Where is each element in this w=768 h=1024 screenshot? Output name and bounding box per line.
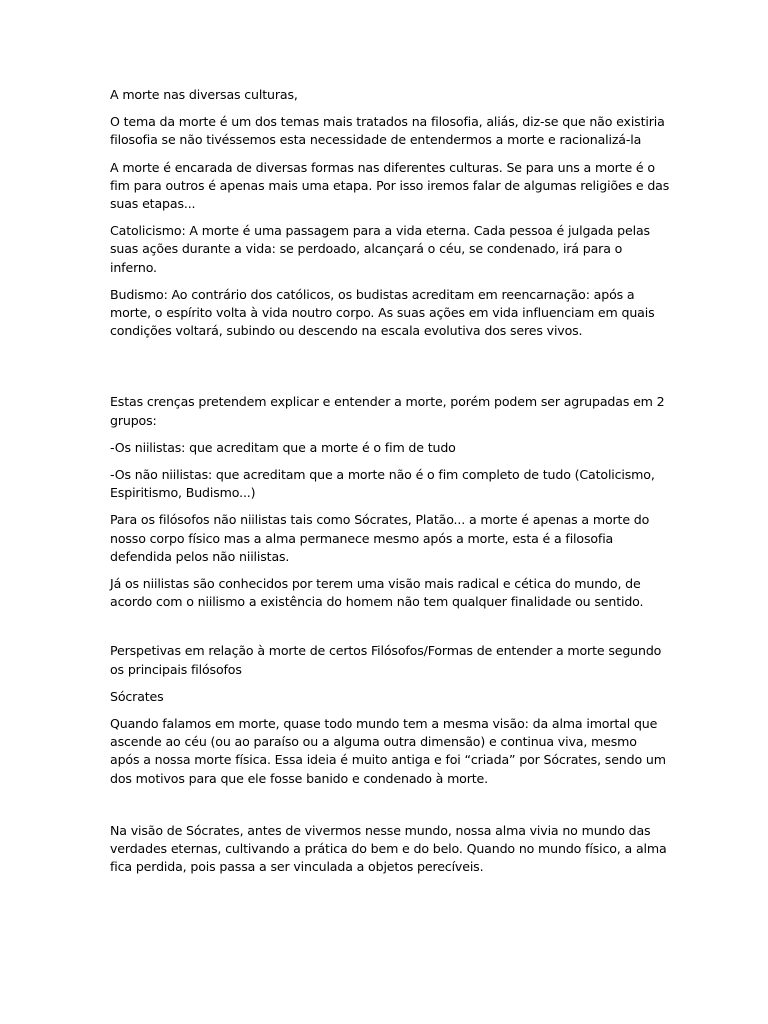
paragraph-intro: O tema da morte é um dos temas mais tratados na filosofia, aliás, diz-se que não existiria filosofia se não tivéssemos esta necessidade de entendermos a morte e racionalizá-la <box>110 114 665 148</box>
document-page <box>110 86 670 886</box>
blank-space <box>110 797 670 822</box>
paragraph-philosophers: Para os filósofos não niilistas tais como Sócrates, Platão... a morte é apenas a morte do nosso corpo físico mas a alma permanece mesmo após a morte, esta é a filosofia defendida pelos não niilistas. <box>110 512 650 564</box>
paragraph-perspectives: Perspetivas em relação à morte de certos Filósofos/Formas de entender a morte segundo os principais filósofos <box>110 643 662 677</box>
paragraph-socrates-soul: Na visão de Sócrates, antes de vivermos nesse mundo, nossa alma vivia no mundo das verdades eternas, cultivando a prática do bem e do belo. Quando no mundo físico, a alma fica perdida, pois passa a ser vinculada a objetos perecíveis. <box>110 822 667 875</box>
paragraph-beliefs: Estas crenças pretendem explicar e entender a morte, porém podem ser agrupadas em 2 grupos: <box>110 394 665 428</box>
paragraph-socrates-death: Quando falamos em morte, quase todo mundo tem a mesma visão: da alma imortal que ascende ao céu (ou ao paraíso ou a alguma outra dimensão) e continua viva, mesmo após a nossa morte física. Essa ideia é muito antiga e foi “criada” por Sócrates, sendo um dos motivos para que ele fosse banido e condenado à morte. <box>110 716 666 786</box>
blank-space <box>110 349 670 393</box>
paragraph-non-nihilists: -Os não niilistas: que acreditam que a morte não é o fim completo de tudo (Catolicismo, Espiritismo, Budismo...) <box>110 467 655 501</box>
section-title-socrates: Sócrates <box>110 688 164 704</box>
blank-space <box>110 620 670 642</box>
paragraph-catholicism: Catolicismo: A morte é uma passagem para a vida eterna. Cada pessoa é julgada pelas suas ações durante a vida: se perdoado, alcançará o céu, se condenado, irá para o inferno. <box>110 223 650 275</box>
document-heading: A morte nas diversas culturas, <box>110 87 298 102</box>
paragraph-cultures: A morte é encarada de diversas formas nas diferentes culturas. Se para uns a morte é o fim para outros é apenas mais uma etapa. Por isso iremos falar de algumas religiões e das suas etapas... <box>110 159 670 212</box>
paragraph-nihilists: -Os niilistas: que acreditam que a morte é o fim de tudo <box>110 439 456 455</box>
paragraph-buddhism: Budismo: Ao contrário dos católicos, os budistas acreditam em reencarnação: após a morte, o espírito volta à vida noutro corpo. As suas ações em vida influenciam em quais condições voltará, subindo ou descendo na escala evolutiva dos seres vivos. <box>110 286 655 339</box>
paragraph-nihilism: Já os niilistas são conhecidos por terem uma visão mais radical e cética do mundo, de acordo com o niilismo a existência do homem não tem qualquer finalidade ou sentido. <box>110 576 644 610</box>
